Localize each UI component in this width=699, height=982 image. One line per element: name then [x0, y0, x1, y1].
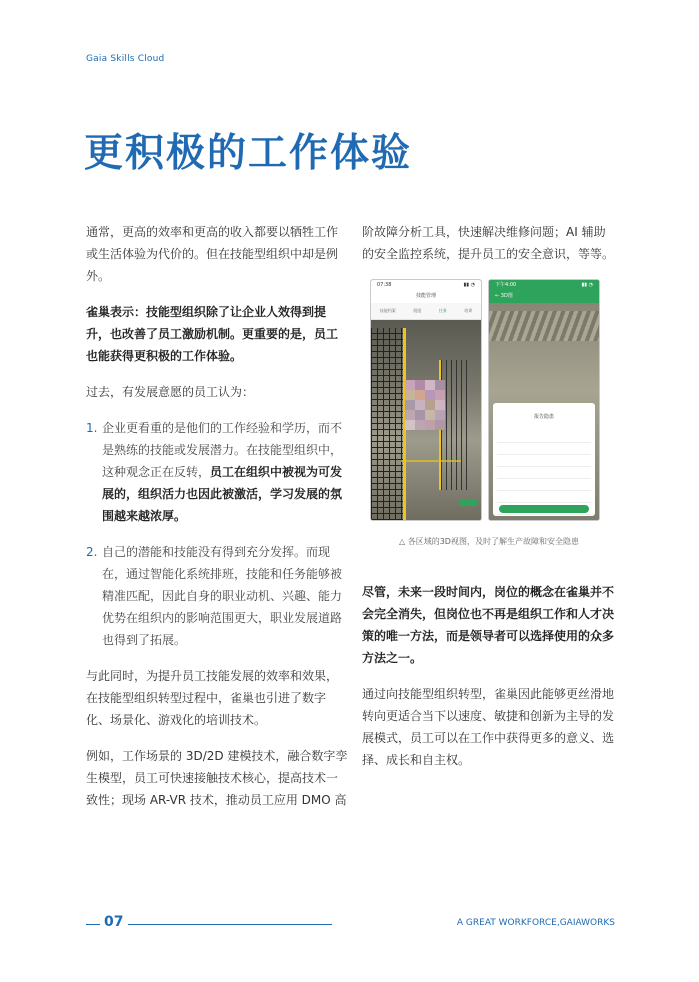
form-row [497, 431, 591, 443]
blurred-area [405, 380, 445, 430]
hazard-report-form [493, 403, 595, 516]
submit-button [499, 505, 589, 513]
form-row [497, 491, 591, 503]
ceiling-structure [489, 311, 599, 341]
page-number: 07 [104, 914, 124, 930]
factory-3d-view [489, 303, 599, 520]
phone-tab: 培训 [464, 308, 473, 313]
form-title: 报告隐患 [533, 414, 554, 420]
list-number: 2. [86, 545, 98, 559]
list-item [86, 417, 348, 527]
brand-header: Gaia Skills Cloud [86, 54, 165, 64]
form-row [497, 467, 591, 479]
list-item-text: 企业更看重的是他们的工作经验和学历，而不是熟练的技能或发展潜力。在技能型组织中，这种观念正在反转， [102, 421, 343, 479]
form-row [497, 479, 591, 491]
phone-status-bar [371, 280, 481, 290]
continued-paragraph: 阶故障分析工具，快速解决维修问题；AI 辅助的安全监控系统，提升员工的安全意识，等等。 [362, 225, 615, 261]
phone-tab-bar [371, 303, 481, 320]
list-item [86, 541, 348, 651]
past-view-lead: 过去，有发展意愿的员工认为： [86, 385, 255, 399]
list-item-text: 自己的潜能和技能没有得到充分发挥。而现在，通过智能化系统排班，技能和任务能够被精准匹配，因此自身的职业动机、兴趣、能力优势在组织内的影响范围更大，职业发展道路也得到了拓展。 [102, 545, 343, 647]
left-column [86, 221, 348, 825]
signal-icon: ▮▮ ◔ [463, 282, 475, 288]
phone-screenshot-skills [370, 279, 482, 521]
intro-paragraph: 通常，更高的效率和更高的收入都要以牺牲工作或生活体验为代价的。但在技能型组织中却是例外。 [86, 225, 339, 283]
floor-marking [401, 460, 461, 502]
phone-app-title: ← 3D图 [495, 293, 513, 299]
phone-tab: 班组 [413, 308, 422, 313]
nestle-statement: 雀巢表示：技能型组织除了让企业人效得到提升，也改善了员工激励机制。更重要的是，员工也能获得更积极的工作体验。 [86, 305, 339, 363]
green-indicator [459, 500, 477, 506]
factory-3d-view [371, 320, 481, 520]
signal-icon: ▮▮ ◔ [581, 282, 593, 288]
list-item-highlight: 员工在组织中被视为可发展的，组织活力也因此被激活，学习发展的氛围越来越浓厚。 [102, 465, 343, 523]
example-paragraph: 例如，工作场景的 3D/2D 建模技术，融合数字孪生模型，员工可快速接触技术核心，提高技术一致性；现场 AR-VR 技术，推动员工应用 DMO 高 [86, 749, 348, 807]
transformation-paragraph: 通过向技能型组织转型，雀巢因此能够更丝滑地转向更适合当下以速度、敏捷和创新为主导的发展模式，员工可以在工作中获得更多的意义、选择、成长和自主权。 [362, 687, 615, 767]
list-number: 1. [86, 421, 98, 435]
right-column [362, 221, 616, 785]
phone-tab: 任务 [438, 308, 447, 313]
role-concept-statement: 尽管，未来一段时间内，岗位的概念在雀巢并不会完全消失，但岗位也不再是组织工作和人才决策的唯一方法，而是领导者可以选择使用的众多方法之一。 [362, 585, 615, 665]
training-tech-paragraph: 与此同时，为提升员工技能发展的效率和效果，在技能型组织转型过程中，雀巢也引进了数字化、场景化、游戏化的培训技术。 [86, 669, 339, 727]
phone-screenshot-hazard [488, 279, 600, 521]
footer-divider [86, 924, 100, 925]
figure-caption: △ 各区域的3D视图，及时了解生产故障和安全隐患 [399, 537, 579, 546]
footer-tagline: A GREAT WORKFORCE,GAIAWORKS [456, 918, 615, 928]
employee-views-list [86, 417, 348, 651]
phone-app-bar [371, 290, 481, 303]
phone-tab: 技能档案 [379, 308, 396, 313]
phone-app-title: 技能管理 [415, 293, 436, 299]
app-screenshots-figure [362, 279, 616, 549]
phone-app-bar [489, 290, 599, 303]
footer-divider [128, 924, 332, 925]
form-row [497, 443, 591, 455]
phone-time: 下午4:00 [495, 282, 517, 288]
phone-status-bar [489, 280, 599, 290]
form-row [497, 455, 591, 467]
page-title: 更积极的工作体验 [84, 131, 413, 176]
phone-time: 07:38 [377, 282, 392, 288]
